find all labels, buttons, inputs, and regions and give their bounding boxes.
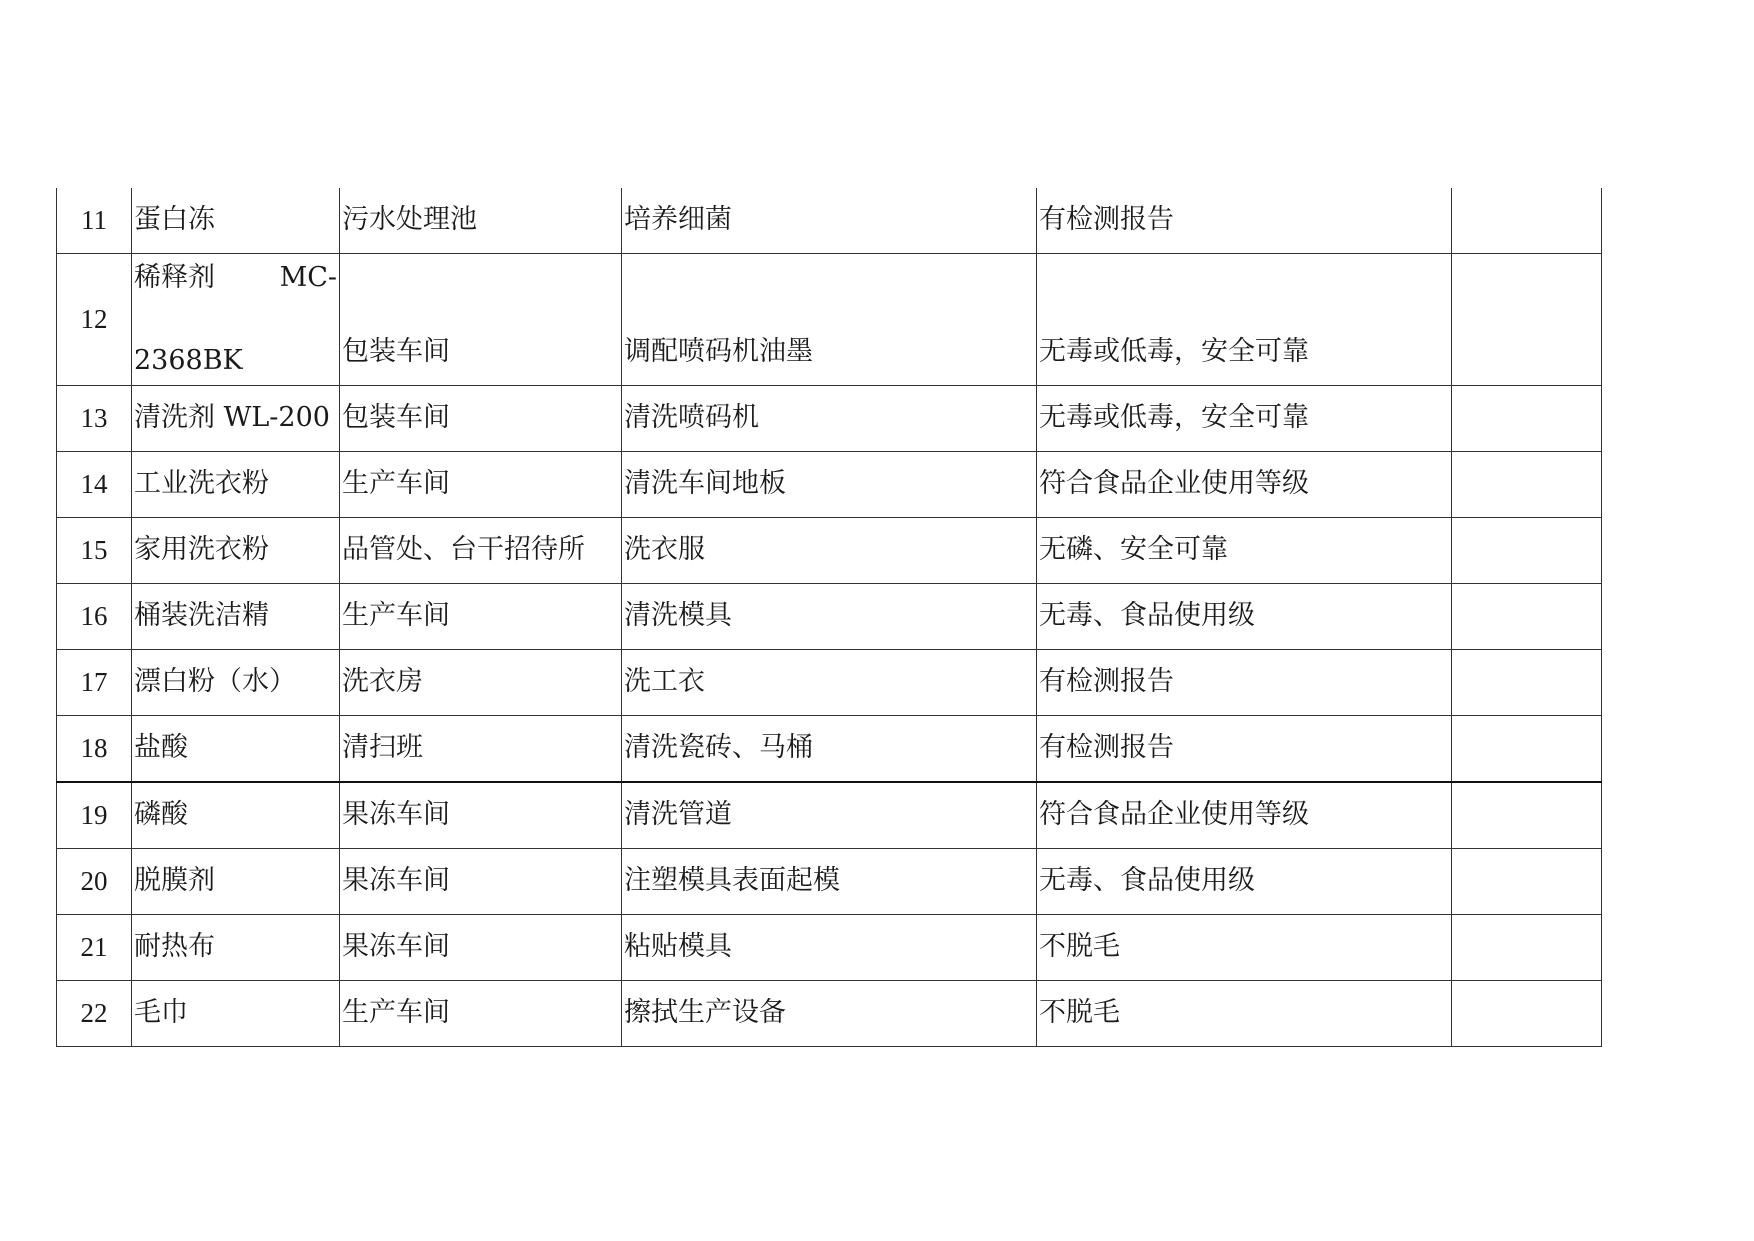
- chemical-name: 漂白粉（水）: [132, 650, 340, 716]
- requirement: 无毒或低毒，安全可靠: [1037, 386, 1452, 452]
- row-number: 21: [57, 915, 132, 981]
- usage-purpose: 培养细菌: [622, 188, 1037, 254]
- requirement: 无毒、食品使用级: [1037, 584, 1452, 650]
- table-row: [57, 518, 1602, 584]
- note-cell: [1452, 650, 1602, 716]
- chemical-name: 脱膜剂: [132, 849, 340, 915]
- usage-place: 果冻车间: [340, 915, 622, 981]
- usage-place: 生产车间: [340, 981, 622, 1047]
- requirement: 有检测报告: [1037, 650, 1452, 716]
- table-row: [57, 188, 1602, 254]
- usage-place: 清扫班: [340, 716, 622, 783]
- requirement: 不脱毛: [1037, 981, 1452, 1047]
- chemical-name-part: 2368BK: [134, 344, 243, 376]
- table-row: [57, 386, 1602, 452]
- requirement: 无毒、食品使用级: [1037, 849, 1452, 915]
- usage-place: [340, 254, 622, 386]
- usage-place-text: 包装车间: [342, 336, 450, 368]
- chemical-name: 家用洗衣粉: [132, 518, 340, 584]
- chemical-name: 蛋白冻: [132, 188, 340, 254]
- note-cell: [1452, 981, 1602, 1047]
- row-number: 14: [57, 452, 132, 518]
- row-number: 20: [57, 849, 132, 915]
- note-cell: [1452, 386, 1602, 452]
- usage-purpose: [622, 254, 1037, 386]
- requirement: [1037, 254, 1452, 386]
- table-row: [57, 716, 1602, 783]
- chemical-name: 工业洗衣粉: [132, 452, 340, 518]
- table-row: [57, 981, 1602, 1047]
- usage-place: 洗衣房: [340, 650, 622, 716]
- usage-place: 果冻车间: [340, 782, 622, 849]
- note-cell: [1452, 452, 1602, 518]
- usage-purpose: 清洗车间地板: [622, 452, 1037, 518]
- chemical-name: 毛巾: [132, 981, 340, 1047]
- chemical-name: 盐酸: [132, 716, 340, 783]
- usage-place: 包装车间: [340, 386, 622, 452]
- table-row: [57, 254, 1602, 386]
- table-row: [57, 849, 1602, 915]
- note-cell: [1452, 716, 1602, 783]
- usage-place: 品管处、台干招待所: [340, 518, 622, 584]
- usage-place: 果冻车间: [340, 849, 622, 915]
- row-number: 19: [57, 782, 132, 849]
- usage-purpose: 注塑模具表面起模: [622, 849, 1037, 915]
- row-number: 18: [57, 716, 132, 783]
- chemical-name: 桶装洗洁精: [132, 584, 340, 650]
- chemical-name-part: 稀释剂: [134, 262, 215, 293]
- note-cell: [1452, 518, 1602, 584]
- requirement: 符合食品企业使用等级: [1037, 782, 1452, 849]
- usage-purpose: 清洗瓷砖、马桶: [622, 716, 1037, 783]
- chemical-name: [132, 254, 340, 386]
- note-cell: [1452, 849, 1602, 915]
- usage-purpose: 清洗模具: [622, 584, 1037, 650]
- note-cell: [1452, 188, 1602, 254]
- usage-place: 污水处理池: [340, 188, 622, 254]
- usage-purpose: 洗工衣: [622, 650, 1037, 716]
- chemical-name-part: MC-: [279, 262, 337, 293]
- usage-purpose: 清洗喷码机: [622, 386, 1037, 452]
- row-number: 13: [57, 386, 132, 452]
- table-row: [57, 650, 1602, 716]
- table-row: [57, 915, 1602, 981]
- requirement: 符合食品企业使用等级: [1037, 452, 1452, 518]
- usage-purpose: 粘贴模具: [622, 915, 1037, 981]
- usage-place: 生产车间: [340, 452, 622, 518]
- row-number: 15: [57, 518, 132, 584]
- usage-purpose-text: 调配喷码机油墨: [624, 336, 813, 368]
- chemical-name: 清洗剂 WL-200: [132, 386, 340, 452]
- note-cell: [1452, 782, 1602, 849]
- requirement: 无磷、安全可靠: [1037, 518, 1452, 584]
- usage-place: 生产车间: [340, 584, 622, 650]
- row-number: 17: [57, 650, 132, 716]
- note-cell: [1452, 254, 1602, 386]
- note-cell: [1452, 915, 1602, 981]
- row-number: 16: [57, 584, 132, 650]
- note-cell: [1452, 584, 1602, 650]
- chemicals-table: [56, 188, 1602, 1047]
- requirement: 有检测报告: [1037, 716, 1452, 783]
- table-row: [57, 452, 1602, 518]
- requirement: 不脱毛: [1037, 915, 1452, 981]
- requirement: 有检测报告: [1037, 188, 1452, 254]
- row-number: 12: [57, 254, 132, 386]
- table-row: [57, 584, 1602, 650]
- usage-purpose: 清洗管道: [622, 782, 1037, 849]
- row-number: 22: [57, 981, 132, 1047]
- table-row: [57, 782, 1602, 849]
- usage-purpose: 擦拭生产设备: [622, 981, 1037, 1047]
- chemical-name: 磷酸: [132, 782, 340, 849]
- usage-purpose: 洗衣服: [622, 518, 1037, 584]
- row-number: 11: [57, 188, 132, 254]
- requirement-text: 无毒或低毒，安全可靠: [1039, 336, 1309, 368]
- chemical-name: 耐热布: [132, 915, 340, 981]
